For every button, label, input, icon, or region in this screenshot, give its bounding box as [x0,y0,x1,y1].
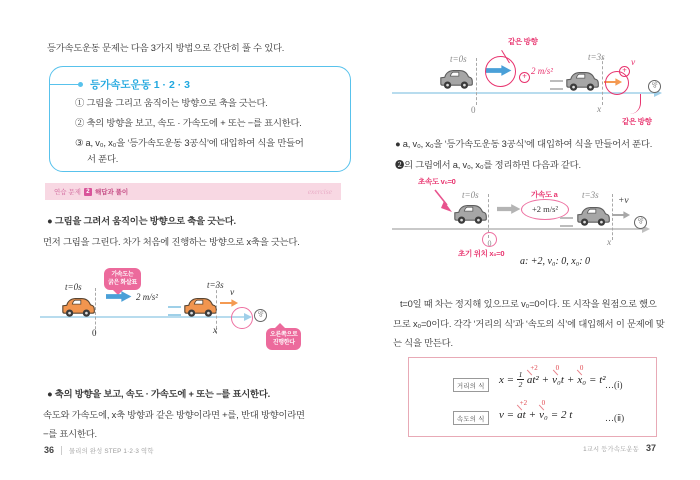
f1-term-x0-text: x₀ [577,373,587,386]
f1-reference: …(ⅰ) [605,380,623,390]
origin-dashed-line [476,58,477,105]
f1-annotation-x0: 0 [579,363,584,372]
tip-item-3: ③ a, v₀, x₀을 ‘등가속도운동 3공식’에 대입하여 식을 만들어 [75,138,304,148]
f2-term-at [517,399,528,421]
f2-lhs: v = [499,409,515,421]
diagram-initial-values [390,172,690,274]
time3-label: t=3s [207,280,224,290]
distance-formula [499,363,606,389]
car-icon [564,70,600,93]
f1-denominator: 2 [518,379,523,389]
f2-term-at-text: at [517,409,526,421]
pointer-arc [630,94,641,114]
velocity-formula-label: 속도의 식 [453,411,489,425]
footer-right [540,443,656,453]
velocity-arrow-icon [220,298,239,308]
f1-fraction [517,371,524,388]
time0-label: t=0s [450,54,467,64]
banner-exercise-label: exercise [307,187,332,196]
accel-callout-line1: 가속도는 [111,272,134,278]
origin-label: 0 [92,328,97,338]
intro-text: 등가속도운동 문제는 다음 3가지 방법으로 간단히 풀 수 있다. [47,43,285,53]
step2-text: 의 그림에서 a, v₀, x₀를 정리하면 다음과 같다. [404,160,581,170]
exercise-banner [45,183,341,200]
direction-callout-bubble [266,328,301,350]
positive-direction-badge: 양 [254,309,267,322]
initial-velocity-label: 초속도 v₀=0 [418,177,456,186]
x-axis-line [392,228,644,230]
plus-sign-velocity [619,60,630,78]
footer-chapter-title: 1교시 등가속도운동 [583,446,639,453]
f1-annotation-a: +2 [530,363,538,372]
f1-term-at2-text: at² [526,373,539,386]
diagram-draw-axis [40,258,350,370]
time0-label: t=0s [462,190,479,200]
distance-formula-label: 거리의 식 [453,378,489,392]
page-number: 36 [44,445,55,455]
section2-body-line2: −를 표시한다. [43,429,97,439]
banner-title: 해답과 풀이 [94,189,129,196]
motion-lines-icon [550,80,563,90]
para-line2: 므로 x₀=0이다. 각각 ‘거리의 식’과 ‘속도의 식’에 대입해서 이 문제에 맞 [393,318,665,329]
velocity-formula [499,399,573,421]
f1-term-v0t-text: v₀t [552,373,564,386]
formula-box [408,357,657,437]
initial-position-label: 초기 위치 x₀=0 [458,249,505,258]
plus-sign-accel [519,66,530,84]
step2-reference-line [395,157,581,171]
f2-plus: + [528,409,537,421]
para-line3: 는 식을 만든다. [393,338,453,348]
tip-connector-dot [78,82,83,87]
f1-term-x0 [577,363,587,386]
position-x-label: x [597,105,602,115]
car-icon [60,296,96,319]
tip-item-1: ① 그림을 그리고 움직이는 방향으로 축을 긋는다. [75,98,268,108]
car-icon [575,205,611,228]
acceleration-label: 가속도 a [531,190,558,199]
f1-plus1: + [541,373,550,386]
acceleration-arrow-icon [497,203,521,215]
f2-rhs: = 2 t [550,409,573,421]
origin-highlight-circle [482,232,497,247]
time3-label: t=3s [588,52,605,62]
f1-annotation-v0: 0 [555,363,560,372]
time3-label: t=3s [582,190,599,200]
direction-highlight-circle [231,307,253,329]
f1-lhs: x = [499,373,515,386]
diagram-mark-signs [390,28,690,138]
direction-callout-line2: 진행한다 [272,340,295,347]
section1-body: 먼저 그림을 그린다. 차가 처음에 진행하는 방향으로 x축을 긋는다. [43,237,300,247]
velocity-label: v [631,58,636,68]
f2-annotation-v0: 0 [541,399,546,407]
footer-book-title: 물리의 완성 STEP 1·2·3 역학 [61,446,154,455]
accel-callout-line2: 굵은 화살표 [108,280,137,287]
position-x-label: x [213,326,218,336]
step3-bullet: ● a, v₀, x₀을 ‘등가속도운동 3공식’에 대입하여 식을 만들어서 푼다. [395,139,653,149]
circled-plus-icon: + [619,66,630,77]
position-x-label: x [607,238,612,248]
f2-term-v0-text: v₀ [539,409,548,421]
f2-annotation-a: +2 [519,399,528,407]
section2-heading: ● 축의 방향을 보고, 속도 · 가속도에 + 또는 −를 표시한다. [47,389,270,399]
origin-label: 0 [471,105,476,115]
car-icon [438,68,474,91]
time0-label: t=0s [65,282,82,292]
para-line1: t=0일 때 차는 정지해 있으므로 v₀=0이다. 또 시작을 원점으로 했으 [400,299,657,309]
same-direction-label-velocity: 같은 방향 [622,117,652,126]
motion-lines-icon [560,217,573,227]
tip-box-title: 등가속도운동 1 · 2 · 3 [90,79,190,91]
circled-plus-icon: + [519,72,530,83]
banner-number-badge: 2 [84,188,92,196]
f1-rhs: = t² [589,373,606,386]
acceleration-arrow-icon [106,290,132,303]
velocity-label: v [230,288,235,298]
section1-heading: ● 그림을 그려서 움직이는 방향으로 축을 긋는다. [47,216,236,226]
f1-plus2: + [566,373,575,386]
positive-direction-badge: 양 [648,80,661,93]
step2-badge: ❷ [395,160,405,170]
tip-box [49,66,351,172]
page-number: 37 [645,443,656,453]
f1-term-at2 [526,363,539,386]
direction-callout-line1: 오른쪽으로 [270,332,298,338]
f1-numerator: 1 [518,370,523,379]
acceleration-value: +2 m/s² [532,204,558,214]
same-direction-label-accel: 같은 방향 [508,37,538,46]
motion-lines-icon [168,306,181,316]
f2-term-v0 [539,399,548,421]
values-summary: a: +2, v₀: 0, x₀: 0 [519,256,591,267]
solution-paragraph [393,295,665,354]
position-x-dashed-line [602,56,603,105]
velocity-label: +v [618,196,629,206]
origin-label: 0 [487,239,492,248]
accel-callout-bubble [104,268,141,290]
tip-item-2: ② 축의 방향을 보고, 속도 · 가속도에 + 또는 −를 표시한다. [75,118,302,128]
acceleration-value: 2 m/s² [136,292,158,302]
banner-prefix: 연습 문제 [54,189,81,196]
accel-highlight-circle [485,56,516,87]
section2-body-line1: 속도와 가속도에, x축 방향과 같은 방향이라면 +를, 반대 방향이라면 [43,410,305,420]
car-icon [182,296,218,319]
tip-item-3-cont: 서 푼다. [87,154,119,164]
velocity-arrow-icon [612,210,631,220]
positive-direction-badge: 양 [634,216,647,229]
acceleration-value: 2 m/s² [531,66,553,76]
f2-reference: …(ⅱ) [605,413,625,423]
car-icon [452,203,488,226]
tip-connector-line [49,84,79,85]
f1-term-v0t [552,363,564,386]
footer-left [44,445,154,455]
